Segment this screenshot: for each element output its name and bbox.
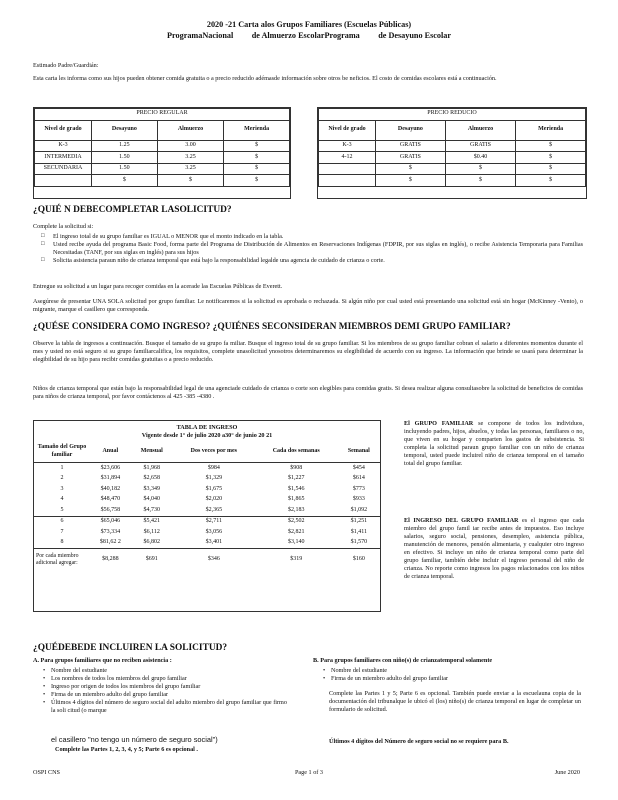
footer-page-number: Page 1 of 3	[294, 769, 323, 776]
income-cell: $48,470	[100, 496, 121, 503]
income-cell: $1,251	[350, 518, 368, 525]
income-cell: $454	[352, 464, 365, 471]
income-cell: 8	[60, 539, 64, 546]
income-cell: 5	[60, 506, 64, 513]
table-row	[34, 474, 380, 485]
income-cell: $6,112	[143, 528, 160, 535]
household-term: El GRUPO FAMILIAR	[404, 420, 474, 427]
income-cell: $2,658	[143, 475, 160, 482]
footer-date: June 2020	[554, 769, 580, 776]
group-b-paragraph: Complete las Partes 1 y 5; Parte 6 es opcional. También puede enviar a la escuelauna copia de la documentación del tribunalque le ubicó el (los) niño(s) de crianza temporal en lugar de completar un formulario de solicitud.	[329, 690, 581, 713]
income-header-weekly: Semanal	[347, 447, 370, 454]
income-extra-weekly: $160	[352, 556, 365, 563]
checklist-item: □ Usted recibe ayuda del programa Basic Food, forma parte del Programa de Distribución de Alimentos en Reservaciones Indígenas (FDPIR, por sus siglas en inglés), o recibe Asistencia Temporaria para Familias Necesitadas (TANF, por sus siglas en inglés) para sus hijos	[41, 241, 583, 257]
regular-cell: 1.25	[92, 140, 158, 152]
group-a-title: A. Para grupos familiares que no reciben asistencia :	[33, 657, 172, 664]
reduced-price-frame	[317, 107, 587, 199]
table-row	[34, 505, 380, 516]
income-cell: $1,675	[205, 485, 223, 492]
reduced-cell	[319, 175, 376, 187]
footer-left: OSPI CNS	[33, 769, 60, 776]
income-cell: $933	[352, 496, 365, 503]
income-cell: $2,183	[287, 506, 305, 513]
income-table-title: TABLA DE INGRESO	[176, 424, 238, 431]
income-cell: $908	[290, 464, 303, 471]
reduced-cell: $	[376, 175, 446, 187]
income-cell: $23,606	[100, 464, 121, 471]
regular-cell: $	[224, 152, 290, 164]
income-extra-monthly: $691	[145, 556, 158, 563]
reduced-cell: $0.40	[445, 152, 515, 164]
reduced-cell: GRATIS	[376, 152, 446, 164]
table-row	[34, 484, 380, 495]
title-line-1: 2020 -21 Carta alos Grupos Familiares (Escuelas Públicas)	[206, 20, 412, 29]
regular-header-grade: Nivel de grado	[35, 120, 92, 140]
income-cell: 7	[60, 528, 64, 535]
regular-cell: K-3	[35, 140, 92, 152]
reduced-cell: GRATIS	[376, 140, 446, 152]
income-cell: $56,758	[100, 506, 121, 513]
group-b-title: B. Para grupos familiares con niño(s) de crianzatemporal solamente	[313, 657, 493, 664]
income-cell: $773	[352, 485, 365, 492]
list-item: • Nombre del estudiante	[41, 667, 291, 675]
income-cell: $1,865	[287, 496, 305, 503]
income-cell: $3,140	[287, 539, 305, 546]
reduced-cell: $	[376, 163, 446, 175]
income-cell: $1,546	[287, 485, 305, 492]
income-header-monthly: Mensual	[140, 447, 163, 454]
regular-cell: $	[157, 175, 223, 187]
table-row	[319, 175, 586, 187]
table-row	[319, 152, 586, 164]
regular-cell: $	[224, 163, 290, 175]
list-item: • Nombre del estudiante	[321, 667, 581, 675]
reduced-header-snack: Merienda	[516, 120, 586, 140]
reduced-cell: $	[445, 175, 515, 187]
income-cell: $4,730	[143, 506, 160, 513]
income-cell: 1	[60, 464, 64, 471]
income-cell: $4,040	[143, 496, 160, 503]
regular-cell: 3.00	[157, 140, 223, 152]
income-cell: $1,968	[143, 464, 160, 471]
income-table-subtitle: Vigente desde 1° de julio 2020 a30° de junio 20 21	[141, 431, 273, 439]
income-extra-row	[34, 549, 380, 571]
income-cell: $1,227	[287, 475, 305, 482]
income-cell: $614	[352, 475, 365, 482]
income-header-biweekly: Cada dos semanas	[272, 447, 320, 454]
checklist-item: □ Solicita asistencia paraun niño de crianza temporal que está bajo la responsabilidad legalde una agencia de cuidado de crianza o corte.	[41, 257, 583, 265]
reduced-cell: $	[516, 140, 586, 152]
table-row	[34, 463, 380, 474]
table-row	[34, 527, 380, 538]
income-table	[34, 441, 380, 571]
intro-paragraph: Esta carta les informa como sus hijos pueden obtener comida gratuita o a precio reducido adémasde información sobre otros be neficios. El costo de comidas escolares está a continuación.	[33, 75, 497, 82]
list-item: • Ingreso por origen de todos los miembros del grupo familiar	[41, 683, 291, 691]
group-a-ssn-checkbox-note: el casillero "no tengo un número de seguro social")	[51, 735, 218, 744]
regular-cell: 3.25	[157, 152, 223, 164]
section-who-notice: Asegúrese de presentar UNA SOLA solicitud por grupo familiar. Le notificaremos si la solicitud es aprobada o rechazada. Si algún niño por cual usted está presentando una solicitud está sin hogar (McKinney -Vento), o migrante, marque el casillero que corresponda.	[33, 298, 583, 313]
checklist-item: □ El ingreso total de su grupo familiar es IGUAL o MENOR que el monto indicado en la tabla.	[41, 233, 583, 241]
income-cell: $1,570	[350, 539, 368, 546]
income-cell: 3	[60, 485, 64, 492]
income-cell: $1,092	[350, 506, 368, 513]
regular-cell: INTERMEDIA	[35, 152, 92, 164]
regular-cell: 1.50	[92, 152, 158, 164]
income-cell: 4	[60, 496, 64, 503]
reduced-cell: $	[445, 163, 515, 175]
reduced-header-grade: Nivel de grado	[319, 120, 376, 140]
regular-cell	[35, 175, 92, 187]
regular-header-breakfast: Desayuno	[92, 120, 158, 140]
income-extra-label: Por cada miembro adicional agregar:	[36, 552, 79, 567]
income-cell: $81,62 2	[99, 539, 121, 546]
list-item: • Los nombres de todos los miembros del grupo familiar	[41, 675, 291, 683]
income-extra-annual: $8,288	[102, 556, 119, 563]
section-income-heading: ¿QUÉSE CONSIDERA COMO INGRESO? ¿QUIÉNES SECONSIDERAN MIEMBROS DEMI GRUPO FAMILIAR?	[33, 322, 511, 332]
income-cell: $40,182	[100, 485, 121, 492]
list-item: • Últimos 4 dígitos del número de seguro social del adulto miembro del grupo familiar que firmo la soli citud (o marque	[41, 699, 291, 715]
regular-header-snack: Merienda	[224, 120, 290, 140]
reduced-price-table	[318, 108, 586, 187]
income-cell: $5,421	[143, 518, 160, 525]
income-cell: $6,802	[143, 539, 160, 546]
income-cell: $2,365	[205, 506, 223, 513]
section-who-heading: ¿QUIÉ N DEBECOMPLETAR LASOLICITUD?	[33, 205, 232, 215]
section-income-paragraph: Observe la tabla de ingresos a continuación. Busque el tamaño de su grupo fa miliar. Busque el ingreso total de su grupo familiar. Si los miembros de su grupo familiar cobran el salario a diferentes momentos durante el mes y usted no está seguro si su grupo familiarcalifica, los requisitos, complete unasolicitud ynosotros determinaremos su elegibilidad de acuerdo con su ingreso. La información que brinde se usará para determinar la elegibilidad de su hijo para recibir comidas gratuitas o a precio reducido.	[33, 340, 583, 363]
regular-header-lunch: Almuerzo	[157, 120, 223, 140]
regular-caption: PRECIO REGULAR	[35, 109, 290, 121]
income-definition	[404, 517, 584, 581]
list-item: • Firma de un miembro adulto del grupo familiar	[41, 691, 291, 699]
reduced-cell: K-3	[319, 140, 376, 152]
income-header-size: Tamaño del Grupo familiar	[37, 443, 87, 458]
table-row	[35, 175, 290, 187]
table-row	[319, 163, 586, 175]
table-row	[35, 163, 290, 175]
income-extra-twice-monthly: $346	[207, 556, 220, 563]
table-row	[34, 495, 380, 506]
regular-cell: SECUNDARIA	[35, 163, 92, 175]
regular-cell: $	[224, 140, 290, 152]
reduced-header-lunch: Almuerzo	[445, 120, 515, 140]
title-line-2	[0, 31, 618, 42]
income-extra-biweekly: $319	[290, 556, 303, 563]
income-cell: 2	[60, 475, 64, 482]
income-text: es el ingreso que cada miembro del grupo famil iar recibe antes de impuestos. Eso incluye salarios, seguro social, pensiones, desempleo, asistencia pública, manutención de menores, pensión alimentaria, y cualquier otro ingreso en efectivo. Si incluye un niño de crianza temporal como parte del grupo familiar, también debe incluir el ingreso personal del niño de crianza. No reporte como ingresos los pagos relacionados con los niños de crianza temporal.	[404, 517, 584, 580]
reduced-caption: PRECIO REDUCIO	[319, 109, 586, 121]
section-foster-paragraph: Niños de crianza temporal que están bajo la responsabilidad legal de una agenciade cuidado de crianza o corte son elegibles para comidas gratis. Si desea realizar alguna consultasobre la solicitud de beneficios de comidas para niños de crianza temporal, por favor contáctenos al 425 -385 -4380 .	[33, 385, 583, 400]
income-cell: $65,046	[100, 518, 121, 525]
income-cell: $3,401	[205, 539, 223, 546]
title-part-c: de Desayuno Escolar	[378, 30, 451, 40]
income-cell: $1,411	[350, 528, 367, 535]
section-include-heading: ¿QUÉDEBEDE INCLUIREN LA SOLICITUD?	[33, 643, 228, 653]
income-cell: $3,056	[205, 528, 223, 535]
regular-cell: 1.50	[92, 163, 158, 175]
income-cell: $2,711	[205, 518, 222, 525]
table-row	[34, 538, 380, 549]
section-who-lead: Complete la solicitud si:	[33, 223, 94, 230]
income-table-frame	[33, 420, 381, 612]
table-row	[35, 140, 290, 152]
reduced-cell	[319, 163, 376, 175]
reduced-cell: GRATIS	[445, 140, 515, 152]
reduced-header-breakfast: Desayuno	[376, 120, 446, 140]
regular-price-frame	[33, 107, 291, 199]
title-part-a: ProgramaNacional	[167, 30, 234, 40]
income-header-annual: Anual	[102, 447, 119, 454]
group-b-list	[321, 667, 581, 683]
reduced-cell: $	[516, 175, 586, 187]
reduced-cell: $	[516, 152, 586, 164]
income-cell: $2,821	[287, 528, 305, 535]
income-term: El INGRESO DEL GRUPO FAMILIAR	[404, 517, 519, 524]
income-cell: 6	[60, 518, 64, 525]
table-row	[34, 516, 380, 527]
household-definition	[404, 420, 584, 468]
table-row	[319, 140, 586, 152]
income-cell: $1,329	[205, 475, 223, 482]
title-part-b: de Almuerzo EscolarPrograma	[251, 30, 360, 40]
section-who-submit: Entregue su solicitud a un lugar para recoger comidas en la acerade las Escuelas Públicas de Everett.	[33, 283, 283, 290]
income-cell: $984	[207, 464, 220, 471]
group-b-ssn-note: Últimos 4 dígitos del Número de seguro social no se requiere para B.	[329, 738, 509, 745]
group-a-complete: Complete las Partes 1, 2, 3, 4, y 5; Parte 6 es opcional .	[55, 746, 198, 753]
income-cell: $73,334	[100, 528, 121, 535]
letter-title	[0, 20, 618, 41]
household-text: se compone de todos los individuos, incluyendo padres, hijos, abuelos, y todas las personas, familiares o no, que viven en su hogar y comparten los gastos de subsistencia. Si completa la solicitud paraun grupo familiar con un niño de crianza temporal, usted puede incluirel niño de crianza temporal en el tamaño total del grupo familiar.	[404, 420, 584, 467]
reduced-cell: $	[516, 163, 586, 175]
income-header-twice-monthly: Dos veces por mes	[190, 447, 238, 454]
eligibility-checklist	[41, 233, 583, 265]
income-cell: $2,502	[287, 518, 305, 525]
income-cell: $3,349	[143, 485, 160, 492]
regular-cell: 3.25	[157, 163, 223, 175]
table-row	[35, 152, 290, 164]
group-a-list	[41, 667, 291, 715]
regular-price-table	[34, 108, 290, 187]
greeting: Estimado Padre/Guardián:	[33, 62, 99, 69]
regular-cell: $	[92, 175, 158, 187]
reduced-cell: 4-12	[319, 152, 376, 164]
regular-cell: $	[224, 175, 290, 187]
income-cell: $2,020	[205, 496, 223, 503]
list-item: • Firma de un miembro adulto del grupo familiar	[321, 675, 581, 683]
income-cell: $31,894	[100, 475, 121, 482]
